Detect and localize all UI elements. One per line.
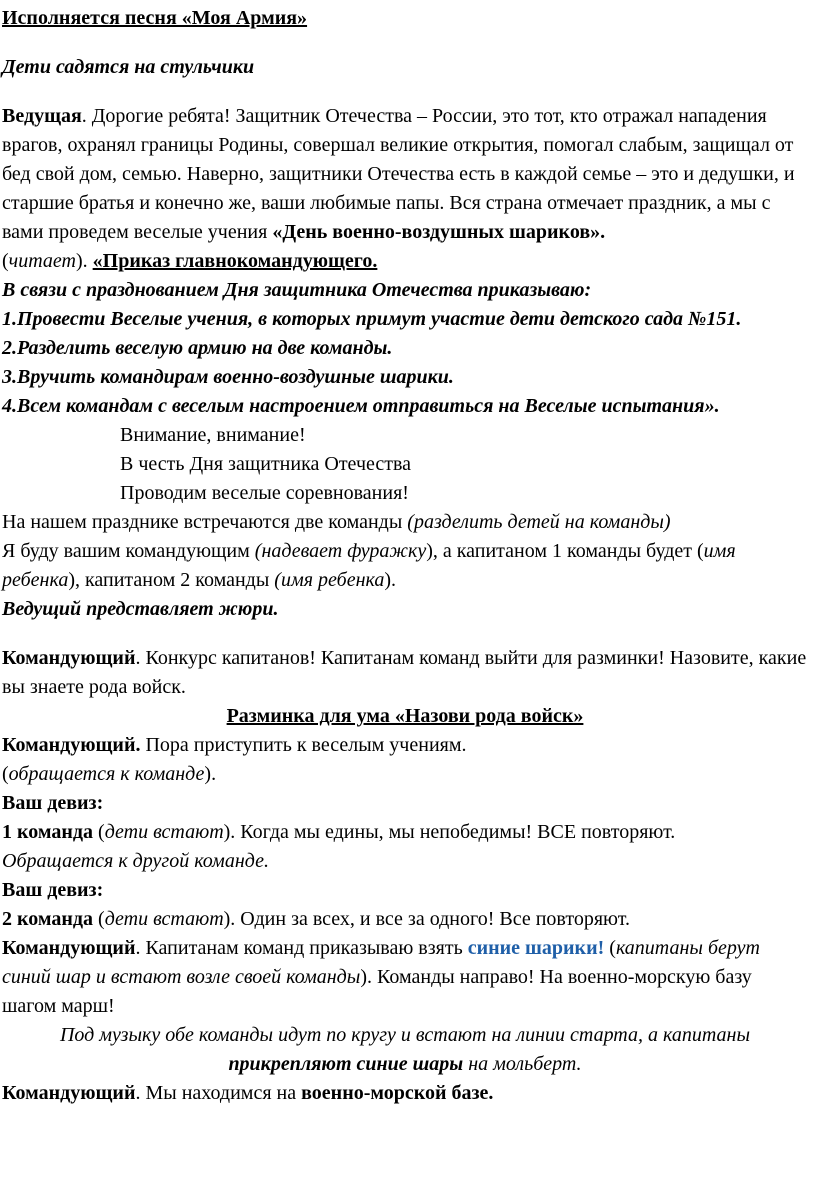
warmup-heading: Разминка для ума «Назови рода войск» (226, 705, 584, 727)
host-speech (2, 102, 808, 247)
paren-open: ( (93, 908, 105, 930)
verse-line: Проводим веселые соревнования! (120, 482, 409, 504)
event-name: «День военно-воздушных шариков». (272, 221, 606, 243)
music-text: на мольберт. (463, 1053, 582, 1075)
paren-close: ). (204, 763, 217, 785)
reads-direction: читает (8, 250, 76, 272)
commander-text: ). Команды направо! На военно-морскую базу шагом марш! (2, 966, 752, 1017)
team2-motto (2, 905, 808, 934)
commander-balloons (2, 934, 808, 1021)
order-item: 3.Вручить командирам военно-воздушные шарики. (2, 366, 454, 388)
speaker-commander: Командующий (2, 1082, 136, 1104)
cap-direction: (надевает фуражку (254, 540, 427, 562)
teams-line (2, 508, 808, 537)
speaker-commander: Командующий. (2, 734, 141, 756)
address-direction-line (2, 760, 808, 789)
music-direction (2, 1021, 808, 1079)
blue-balloons: синие шарики! (467, 937, 605, 959)
speaker-host: Ведущая (2, 105, 82, 127)
paren-close: ). (75, 250, 93, 272)
motto-label: Ваш девиз: (2, 792, 104, 814)
team2-label: 2 команда (2, 908, 94, 930)
paren-open: ( (2, 763, 9, 785)
paren-open: ( (604, 937, 616, 959)
verse-line: Внимание, внимание! (120, 424, 306, 446)
captains-direction: капитаны берут синий шар и встают возле своей команды (2, 937, 760, 988)
order-heading: «Приказ главнокомандующего. (92, 250, 378, 272)
order-item: 2.Разделить веселую армию на две команды. (2, 337, 393, 359)
commander-contest (2, 644, 808, 702)
paren-open: ( (2, 250, 9, 272)
turn-direction: Обращается к другой команде. (2, 850, 269, 872)
attach-balloons: прикрепляют синие шары (228, 1053, 464, 1075)
team2-text: ). Один за всех, и все за одного! Все повторяют. (223, 908, 630, 930)
jury-direction: Ведущий представляет жюри. (2, 598, 279, 620)
stand-direction: дети встают (104, 908, 224, 930)
document-page (0, 4, 816, 1108)
team1-text: ). Когда мы едины, мы непобедимы! ВСЕ повторяют. (223, 821, 676, 843)
commander-text: . Капитанам команд приказываю взять (135, 937, 468, 959)
host-speech-text: . Дорогие ребята! Защитник Отечества – России, это тот, кто отражал нападения врагов, охранял границы Родины, совершал великие открытия, помогал слабым, защищал от бед свой дом, семью. Наверно, защитники Отечества есть в каждой семье – это и дедушки, и старшие братья и конечно же, ваши любимые папы. Вся страна отмечает праздник, а мы с вами проведем веселые учения (2, 105, 795, 243)
captains-text: ), капитаном 2 команды (68, 569, 275, 591)
commander-naval-base (2, 1079, 808, 1108)
captains-text: ). (384, 569, 397, 591)
teams-text: На нашем празднике встречаются две команды (2, 511, 408, 533)
teams-direction: (разделить детей на команды) (407, 511, 671, 533)
speaker-commander: Командующий (2, 647, 136, 669)
team1-label: 1 команда (2, 821, 94, 843)
music-text: Под музыку обе команды идут по кругу и встают на линии старта, а капитаны (59, 1024, 751, 1046)
page-title: Исполняется песня «Моя Армия» (2, 7, 308, 29)
stage-direction-sit: Дети садятся на стульчики (2, 56, 255, 78)
captains-text: Я буду вашим командующим (2, 540, 255, 562)
captains-paragraph (2, 537, 808, 595)
paren-open: ( (93, 821, 105, 843)
commander-start (2, 731, 808, 760)
order-item: 1.Провести Веселые учения, в которых примут участие дети детского сада №151. (2, 308, 742, 330)
commander-text: . Конкурс капитанов! Капитанам команд выйти для разминки! Назовите, какие вы знаете рода войск. (2, 647, 807, 698)
stand-direction: дети встают (104, 821, 224, 843)
verse-line: В честь Дня защитника Отечества (120, 453, 412, 475)
address-direction: обращается к команде (8, 763, 205, 785)
team1-motto (2, 818, 808, 847)
child-name-placeholder: имя ребенка (2, 540, 736, 591)
speaker-commander: Командующий (2, 937, 136, 959)
captains-text: ), а капитаном 1 команды будет ( (426, 540, 704, 562)
motto-label: Ваш девиз: (2, 879, 104, 901)
naval-base: военно-морской базе. (301, 1082, 494, 1104)
order-intro: В связи с празднованием Дня защитника Отечества приказываю: (2, 279, 592, 301)
child-name-placeholder: (имя ребенка (274, 569, 385, 591)
commander-text: Пора приступить к веселым учениям. (140, 734, 467, 756)
order-heading-line (2, 247, 808, 276)
order-item: 4.Всем командам с веселым настроением отправиться на Веселые испытания». (2, 395, 720, 417)
commander-text: . Мы находимся на (135, 1082, 302, 1104)
